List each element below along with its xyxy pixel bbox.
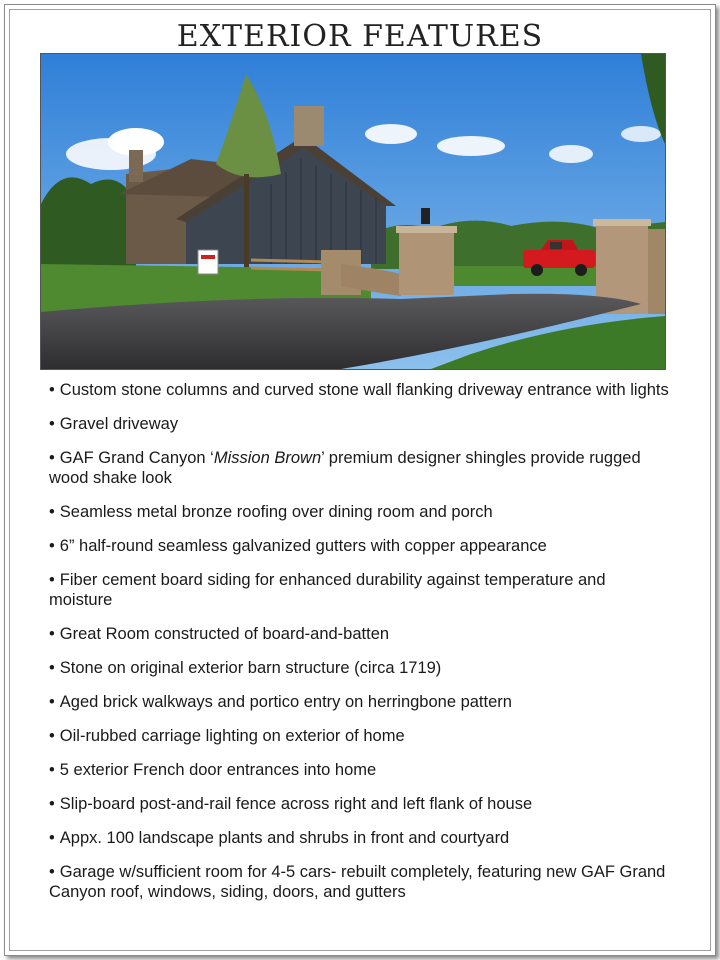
feature-item	[49, 624, 669, 644]
bullet-icon: •	[49, 761, 55, 779]
feature-text: Aged brick walkways and portico entry on herringbone pattern	[59, 693, 512, 711]
bullet-icon: •	[49, 863, 55, 881]
feature-item	[49, 570, 669, 610]
feature-text-italic: Mission Brown	[213, 449, 322, 467]
feature-item	[49, 536, 669, 556]
feature-text: Garage w/sufficient room for 4-5 cars- rebuilt completely, featuring new GAF Grand Canyon roof, windows, siding, doors, and gutters	[49, 863, 666, 901]
feature-text: Fiber cement board siding for enhanced durability against temperature and moisture	[49, 571, 606, 609]
bullet-icon: •	[49, 795, 55, 813]
bullet-icon: •	[49, 537, 55, 555]
feature-item	[49, 380, 669, 400]
feature-text: Gravel driveway	[59, 415, 179, 433]
feature-text: 5 exterior French door entrances into home	[59, 761, 377, 779]
feature-item	[49, 760, 669, 780]
page-title: EXTERIOR FEATURES	[176, 19, 544, 54]
bullet-icon: •	[49, 625, 55, 643]
bullet-icon: •	[49, 381, 55, 399]
bullet-icon: •	[49, 659, 55, 677]
feature-item	[49, 502, 669, 522]
feature-item	[49, 448, 669, 488]
exterior-features-list	[49, 380, 669, 916]
feature-text: Stone on original exterior barn structure (circa 1719)	[59, 659, 442, 677]
bullet-icon: •	[49, 503, 55, 521]
feature-item	[49, 414, 669, 434]
bullet-icon: •	[49, 415, 55, 433]
feature-item	[49, 658, 669, 678]
feature-text: GAF Grand Canyon ‘	[59, 449, 214, 467]
feature-text: Great Room constructed of board-and-batten	[59, 625, 390, 643]
bullet-icon: •	[49, 693, 55, 711]
bullet-icon: •	[49, 727, 55, 745]
feature-text: 6” half-round seamless galvanized gutters with copper appearance	[59, 537, 547, 555]
bullet-icon: •	[49, 571, 55, 589]
feature-item	[49, 726, 669, 746]
feature-text: Oil-rubbed carriage lighting on exterior of home	[59, 727, 405, 745]
feature-text: Appx. 100 landscape plants and shrubs in front and courtyard	[59, 829, 510, 847]
feature-text: Slip-board post-and-rail fence across right and left flank of house	[59, 795, 533, 813]
feature-text: ’ premium designer shingles provide rugged wood shake look	[49, 449, 641, 487]
feature-text: Custom stone columns and curved stone wall flanking driveway entrance with lights	[59, 381, 669, 399]
feature-item	[49, 794, 669, 814]
feature-text: Seamless metal bronze roofing over dining room and porch	[59, 503, 493, 521]
feature-item	[49, 828, 669, 848]
house-exterior-photo	[40, 53, 666, 370]
feature-item	[49, 862, 669, 902]
bullet-icon: •	[49, 829, 55, 847]
bullet-icon: •	[49, 449, 55, 467]
feature-item	[49, 692, 669, 712]
